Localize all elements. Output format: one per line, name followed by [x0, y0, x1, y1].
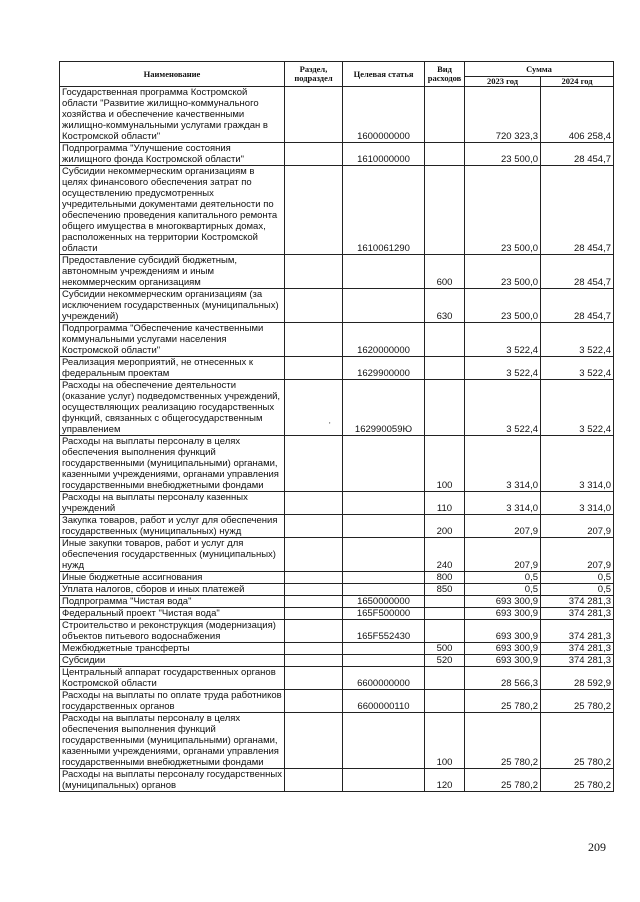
cell-kind — [425, 323, 465, 357]
cell-y2024: 406 258,4 — [541, 87, 614, 143]
cell-name: Иные бюджетные ассигнования — [60, 572, 285, 584]
cell-name: Расходы на выплаты персоналу казенных учреждений — [60, 492, 285, 515]
cell-target: 165F500000 — [343, 608, 425, 620]
cell-section — [285, 289, 343, 323]
table-row — [60, 289, 614, 323]
cell-y2024: 374 281,3 — [541, 643, 614, 655]
cell-section — [285, 584, 343, 596]
cell-name: Расходы на выплаты персоналу в целях обеспечения выполнения функций государственными (муниципальными) органами, казенными учреждениями, органами управления государственными внебюджетными фондами — [60, 713, 285, 769]
cell-y2023: 693 300,9 — [465, 643, 541, 655]
table-row — [60, 87, 614, 143]
cell-name: Предоставление субсидий бюджетным, автономным учреждениям и иным некоммерческим организациям — [60, 255, 285, 289]
cell-kind — [425, 380, 465, 436]
cell-y2024: 374 281,3 — [541, 655, 614, 667]
cell-y2023: 25 780,2 — [465, 769, 541, 792]
cell-name: Подпрограмма "Чистая вода" — [60, 596, 285, 608]
cell-kind: 500 — [425, 643, 465, 655]
cell-y2023: 3 522,4 — [465, 323, 541, 357]
cell-section — [285, 538, 343, 572]
cell-target — [343, 255, 425, 289]
cell-y2024: 3 314,0 — [541, 436, 614, 492]
cell-y2024: 25 780,2 — [541, 690, 614, 713]
cell-kind: 520 — [425, 655, 465, 667]
cell-name: Расходы на обеспечение деятельности (оказание услуг) подведомственных учреждений, осуществляющих реализацию государственных функций, связанных с общегосударственным управлением — [60, 380, 285, 436]
cell-y2023: 693 300,9 — [465, 596, 541, 608]
cell-y2024: 28 454,7 — [541, 166, 614, 255]
table-row — [60, 572, 614, 584]
cell-name: Расходы на выплаты персоналу в целях обеспечения выполнения функций государственными (муниципальными) органами, казенными учреждениями, органами управления государственными внебюджетными фондами — [60, 436, 285, 492]
cell-section — [285, 713, 343, 769]
header-year-2023: 2023 год — [465, 77, 541, 87]
cell-y2023: 23 500,0 — [465, 143, 541, 166]
cell-name: Подпрограмма "Обеспечение качественными коммунальными услугами населения Костромской области" — [60, 323, 285, 357]
cell-target — [343, 515, 425, 538]
table-row — [60, 357, 614, 380]
cell-target — [343, 436, 425, 492]
cell-y2024: 28 454,7 — [541, 255, 614, 289]
cell-target — [343, 584, 425, 596]
cell-target: 162990059Ю — [343, 380, 425, 436]
table-row — [60, 538, 614, 572]
header-year-2024: 2024 год — [541, 77, 614, 87]
table-row — [60, 380, 614, 436]
cell-y2023: 28 566,3 — [465, 667, 541, 690]
cell-y2023: 207,9 — [465, 515, 541, 538]
cell-y2023: 3 314,0 — [465, 436, 541, 492]
cell-target — [343, 492, 425, 515]
cell-section — [285, 572, 343, 584]
cell-target — [343, 643, 425, 655]
table-row — [60, 492, 614, 515]
cell-target: 1629900000 — [343, 357, 425, 380]
table-row — [60, 596, 614, 608]
cell-y2023: 720 323,3 — [465, 87, 541, 143]
cell-target: 6600000000 — [343, 667, 425, 690]
cell-kind — [425, 596, 465, 608]
budget-table — [59, 61, 614, 792]
page-number: 209 — [588, 840, 606, 854]
cell-y2023: 3 314,0 — [465, 492, 541, 515]
cell-kind — [425, 667, 465, 690]
cell-section — [285, 87, 343, 143]
cell-section — [285, 492, 343, 515]
cell-y2023: 207,9 — [465, 538, 541, 572]
cell-section — [285, 690, 343, 713]
cell-y2023: 0,5 — [465, 584, 541, 596]
cell-y2024: 207,9 — [541, 515, 614, 538]
table-row — [60, 620, 614, 643]
cell-kind — [425, 357, 465, 380]
cell-kind — [425, 608, 465, 620]
cell-y2024: 3 522,4 — [541, 357, 614, 380]
cell-target: 1600000000 — [343, 87, 425, 143]
cell-kind: 630 — [425, 289, 465, 323]
cell-name: Субсидии — [60, 655, 285, 667]
cell-y2023: 25 780,2 — [465, 690, 541, 713]
cell-y2024: 28 592,9 — [541, 667, 614, 690]
cell-y2024: 28 454,7 — [541, 143, 614, 166]
cell-name: Строительство и реконструкция (модернизация) объектов питьевого водоснабжения — [60, 620, 285, 643]
cell-name: Федеральный проект "Чистая вода" — [60, 608, 285, 620]
cell-y2024: 28 454,7 — [541, 289, 614, 323]
cell-target — [343, 769, 425, 792]
cell-kind: 850 — [425, 584, 465, 596]
cell-y2023: 693 300,9 — [465, 620, 541, 643]
cell-kind: 200 — [425, 515, 465, 538]
cell-name: Подпрограмма "Улучшение состояния жилищного фонда Костромской области" — [60, 143, 285, 166]
cell-y2023: 0,5 — [465, 572, 541, 584]
cell-target: 6600000110 — [343, 690, 425, 713]
cell-y2023: 23 500,0 — [465, 255, 541, 289]
cell-target — [343, 655, 425, 667]
table-row — [60, 608, 614, 620]
cell-section — [285, 436, 343, 492]
cell-name: Иные закупки товаров, работ и услуг для обеспечения государственных (муниципальных) нужд — [60, 538, 285, 572]
table-row — [60, 166, 614, 255]
cell-kind — [425, 87, 465, 143]
cell-y2023: 3 522,4 — [465, 357, 541, 380]
cell-name: Расходы на выплаты персоналу государственных (муниципальных) органов — [60, 769, 285, 792]
cell-name: Центральный аппарат государственных органов Костромской области — [60, 667, 285, 690]
cell-kind: 240 — [425, 538, 465, 572]
table-row — [60, 690, 614, 713]
table-row — [60, 769, 614, 792]
table-row — [60, 713, 614, 769]
table-row — [60, 515, 614, 538]
header-target: Целевая статья — [343, 62, 425, 87]
cell-kind — [425, 143, 465, 166]
cell-name: Уплата налогов, сборов и иных платежей — [60, 584, 285, 596]
header-sum: Сумма — [465, 62, 614, 77]
cell-y2024: 3 314,0 — [541, 492, 614, 515]
cell-section — [285, 596, 343, 608]
cell-name: Межбюджетные трансферты — [60, 643, 285, 655]
cell-target — [343, 572, 425, 584]
cell-section — [285, 655, 343, 667]
cell-name: Государственная программа Костромской области "Развитие жилищно-коммунального хозяйства и обеспечение качественными жилищно-коммунальными услугами граждан в Костромской области" — [60, 87, 285, 143]
cell-y2024: 207,9 — [541, 538, 614, 572]
cell-y2024: 25 780,2 — [541, 713, 614, 769]
cell-section — [285, 643, 343, 655]
cell-section — [285, 515, 343, 538]
cell-y2023: 25 780,2 — [465, 713, 541, 769]
table-row — [60, 584, 614, 596]
table-row — [60, 643, 614, 655]
header-name: Наименование — [60, 62, 285, 87]
table-row — [60, 436, 614, 492]
cell-target: 1620000000 — [343, 323, 425, 357]
cell-y2023: 23 500,0 — [465, 166, 541, 255]
cell-target — [343, 713, 425, 769]
cell-kind — [425, 690, 465, 713]
cell-y2024: 0,5 — [541, 584, 614, 596]
cell-y2024: 374 281,3 — [541, 608, 614, 620]
cell-section — [285, 667, 343, 690]
table-row — [60, 667, 614, 690]
cell-kind: 800 — [425, 572, 465, 584]
cell-y2023: 693 300,9 — [465, 655, 541, 667]
cell-kind: 110 — [425, 492, 465, 515]
cell-section — [285, 620, 343, 643]
cell-target: 1650000000 — [343, 596, 425, 608]
cell-y2024: 3 522,4 — [541, 380, 614, 436]
cell-name: Расходы на выплаты по оплате труда работников государственных органов — [60, 690, 285, 713]
cell-y2024: 374 281,3 — [541, 620, 614, 643]
cell-target — [343, 538, 425, 572]
cell-name: Реализация мероприятий, не отнесенных к федеральным проектам — [60, 357, 285, 380]
cell-kind: 100 — [425, 713, 465, 769]
cell-kind: 120 — [425, 769, 465, 792]
table-row — [60, 255, 614, 289]
cell-section — [285, 143, 343, 166]
table-row — [60, 323, 614, 357]
cell-target: 1610061290 — [343, 166, 425, 255]
cell-y2024: 3 522,4 — [541, 323, 614, 357]
cell-y2023: 3 522,4 — [465, 380, 541, 436]
cell-y2024: 0,5 — [541, 572, 614, 584]
cell-target — [343, 289, 425, 323]
cell-y2023: 693 300,9 — [465, 608, 541, 620]
cell-section — [285, 255, 343, 289]
cell-y2024: 374 281,3 — [541, 596, 614, 608]
cell-section — [285, 380, 343, 436]
cell-kind: 100 — [425, 436, 465, 492]
cell-name: Закупка товаров, работ и услуг для обеспечения государственных (муниципальных) нужд — [60, 515, 285, 538]
table-body — [60, 87, 614, 792]
cell-target: 1610000000 — [343, 143, 425, 166]
table-row — [60, 143, 614, 166]
header-section: Раздел, подраздел — [285, 62, 343, 87]
cell-name: Субсидии некоммерческим организациям (за исключением государственных (муниципальных) учреждений) — [60, 289, 285, 323]
cell-target: 165F552430 — [343, 620, 425, 643]
cell-y2024: 25 780,2 — [541, 769, 614, 792]
cell-section — [285, 323, 343, 357]
cell-name: Субсидии некоммерческим организациям в целях финансового обеспечения затрат по осуществлению предусмотренных учредительными документами деятельности по обеспечению проведения капитального ремонта общего имущества в многоквартирных домах, расположенных на территории Костромской области — [60, 166, 285, 255]
header-kind: Вид расходов — [425, 62, 465, 87]
cell-y2023: 23 500,0 — [465, 289, 541, 323]
table-row — [60, 655, 614, 667]
cell-section — [285, 357, 343, 380]
cell-section — [285, 166, 343, 255]
stray-mark: ' — [329, 421, 331, 430]
cell-section — [285, 769, 343, 792]
cell-section — [285, 608, 343, 620]
cell-kind: 600 — [425, 255, 465, 289]
cell-kind — [425, 620, 465, 643]
cell-kind — [425, 166, 465, 255]
